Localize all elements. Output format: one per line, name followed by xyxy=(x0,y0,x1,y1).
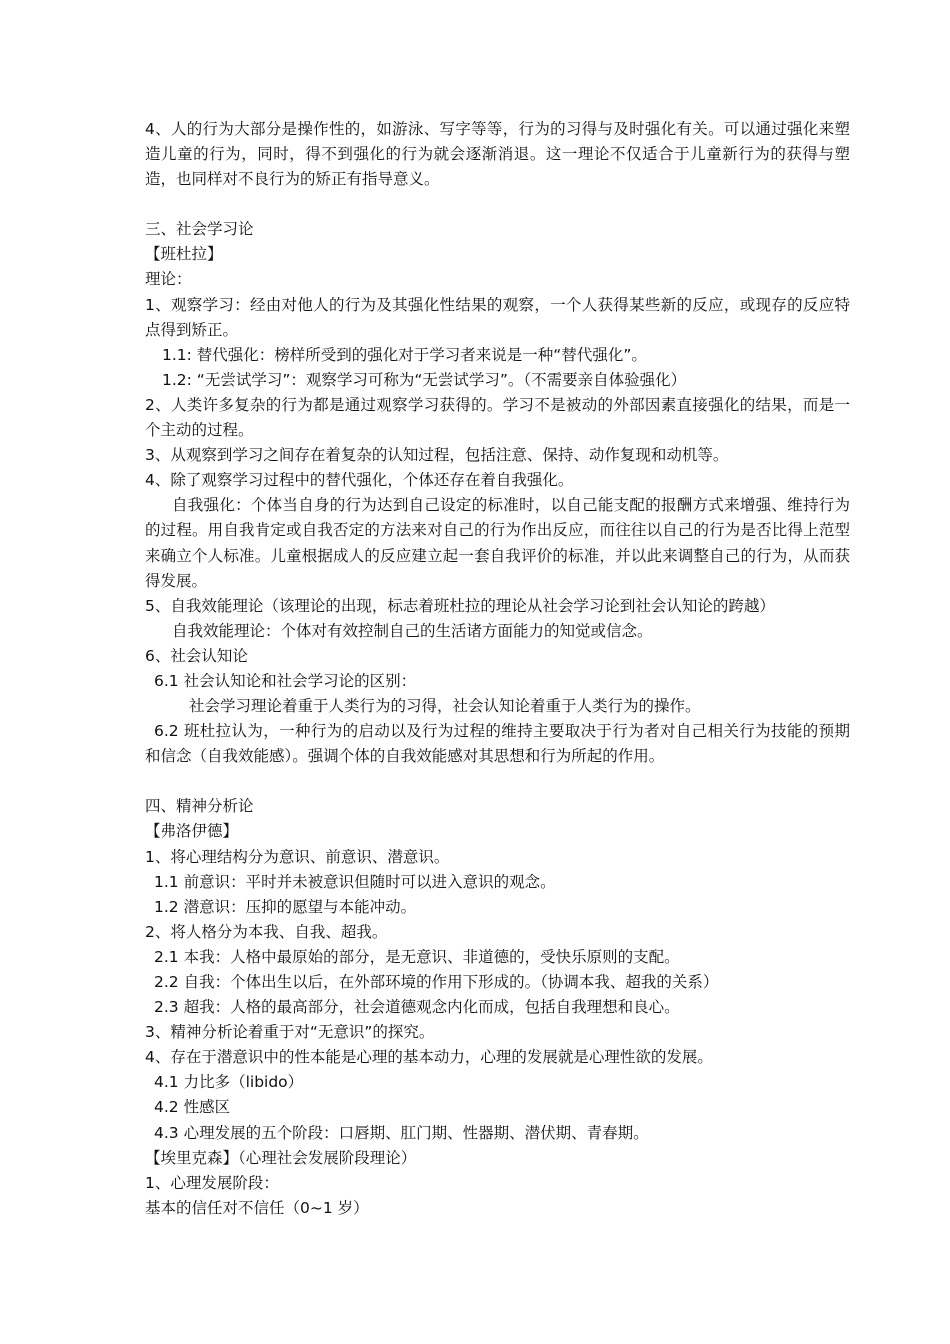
list-item: 3、从观察到学习之间存在着复杂的认知过程，包括注意、保持、动作复现和动机等。 xyxy=(145,446,729,465)
list-subitem: 4.1 力比多（libido） xyxy=(154,1073,304,1092)
blank-line xyxy=(145,769,850,794)
list-item: 4、存在于潜意识中的性本能是心理的基本动力，心理的发展就是心理性欲的发展。 xyxy=(145,1048,713,1067)
definition-self-efficacy: 自我效能理论：个体对有效控制自己的生活诸方面能力的知觉或信念。 xyxy=(172,621,653,640)
section-heading-psychoanalysis: 四、精神分析论 xyxy=(145,797,254,816)
list-subitem: 1.2 潜意识：压抑的愿望与本能冲动。 xyxy=(154,897,417,916)
list-item: 1、观察学习：经由对他人的行为及其强化性结果的观察，一个人获得某些新的反应，或现存的反应特点得到矫正。 xyxy=(145,295,850,339)
definition-self-reinforcement: 自我强化：个体当自身的行为达到自己设定的标准时，以自己能支配的报酬方式来增强、维持行为的过程。用自我肯定或自我否定的方法来对自己的行为作出反应，而往往以自己的行为是否比得上范型来确立个人标准。儿童根据成人的反应建立起一套自我评价的标准，并以此来调整自己的行为，从而获得发展。 xyxy=(145,496,850,590)
list-subitem: 6.2 班杜拉认为，一种行为的启动以及行为过程的维持主要取决于行为者对自己相关行为技能的预期和信念（自我效能感）。强调个体的自我效能感对其思想和行为所起的作用。 xyxy=(145,722,850,766)
list-item: 基本的信任对不信任（0~1 岁） xyxy=(145,1198,369,1217)
list-subitem: 2.2 自我：个体出生以后，在外部环境的作用下形成的。（协调本我、超我的关系） xyxy=(154,973,719,991)
list-subitem: 2.3 超我：人格的最高部分，社会道德观念内化而成，包括自我理想和良心。 xyxy=(154,998,680,1017)
list-subitem: 4.3 心理发展的五个阶段：口唇期、肛门期、性器期、潜伏期、青春期。 xyxy=(154,1123,649,1142)
list-item: 6、社会认知论 xyxy=(145,646,248,665)
list-subitem: 1.2: “无尝试学习”：观察学习可称为“无尝试学习”。（不需要亲自体验强化） xyxy=(162,370,687,389)
list-item: 4、除了观察学习过程中的替代强化，个体还存在着自我强化。 xyxy=(145,471,574,490)
list-item: 2、将人格分为本我、自我、超我。 xyxy=(145,922,388,941)
list-item: 1、心理发展阶段： xyxy=(145,1173,279,1192)
list-item: 1、将心理结构分为意识、前意识、潜意识。 xyxy=(145,847,450,866)
list-subitem: 2.1 本我：人格中最原始的部分，是无意识、非道德的，受快乐原则的支配。 xyxy=(154,947,680,966)
theory-label: 理论： xyxy=(145,270,192,289)
person-heading-freud: 【弗洛伊德】 xyxy=(145,822,239,841)
list-subitem: 1.1: 替代强化：榜样所受到的强化对于学习者来说是一种“替代强化”。 xyxy=(162,345,647,364)
person-heading-bandura: 【班杜拉】 xyxy=(145,245,223,264)
section-heading-social-learning: 三、社会学习论 xyxy=(145,220,254,239)
list-item: 5、自我效能理论（该理论的出现，标志着班杜拉的理论从社会学习论到社会认知论的跨越） xyxy=(145,596,775,615)
list-subitem: 6.1 社会认知论和社会学习论的区别： xyxy=(154,671,417,690)
blank-line xyxy=(145,192,850,217)
list-subitem: 1.1 前意识：平时并未被意识但随时可以进入意识的观念。 xyxy=(154,872,556,891)
person-heading-erikson: 【埃里克森】（心理社会发展阶段理论） xyxy=(145,1148,417,1167)
list-subitem-detail: 社会学习理论着重于人类行为的习得，社会认知论着重于人类行为的操作。 xyxy=(189,697,701,716)
list-item: 2、人类许多复杂的行为都是通过观察学习获得的。学习不是被动的外部因素直接强化的结果，而是一个主动的过程。 xyxy=(145,395,850,440)
paragraph-behavior-shaping: 4、人的行为大部分是操作性的，如游泳、写字等等，行为的习得与及时强化有关。可以通过强化来塑造儿童的行为，同时，得不到强化的行为就会逐渐消退。这一理论不仅适合于儿童新行为的获得与塑造，也同样对不良行为的矫正有指导意义。 xyxy=(145,120,850,189)
list-subitem: 4.2 性感区 xyxy=(154,1098,231,1117)
list-item: 3、精神分析论着重于对“无意识”的探究。 xyxy=(145,1023,435,1042)
